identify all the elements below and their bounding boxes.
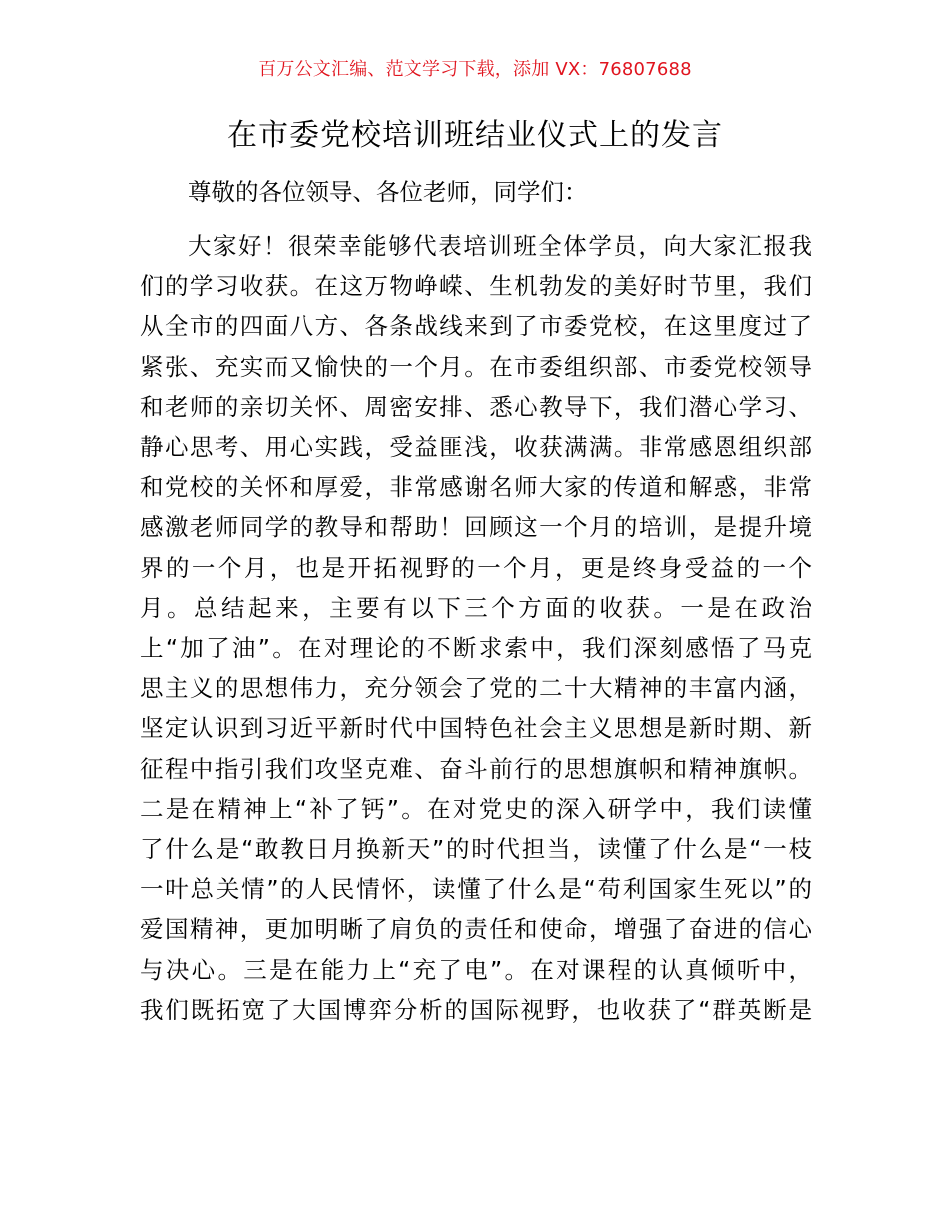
paragraph-line: 从全市的四面八方、各条战线来到了市委党校，在这里度过了: [140, 312, 812, 341]
paragraph-line: 一叶总关情”的人民情怀，读懂了什么是“苟利国家生死以”的: [140, 875, 812, 904]
paragraph-line: 我们既拓宽了大国博弈分析的国际视野，也收获了“群英断是: [140, 995, 812, 1024]
paragraph-line: 们的学习收获。在这万物峥嵘、生机勃发的美好时节里，我们: [140, 272, 812, 301]
paragraph-line: 了什么是“敢教日月换新天”的时代担当，读懂了什么是“一枝: [140, 835, 812, 864]
paragraph-line: 和党校的关怀和厚爱，非常感谢名师大家的传道和解惑，非常: [140, 473, 812, 502]
paragraph-line: 大家好！很荣幸能够代表培训班全体学员，向大家汇报我: [188, 232, 812, 260]
salutation: 尊敬的各位领导、各位老师，同学们：: [188, 178, 588, 206]
document-body: [140, 172, 812, 1030]
paragraph-line: 感激老师同学的教导和帮助！回顾这一个月的培训，是提升境: [140, 513, 812, 542]
paragraph-line: 上“加了油”。在对理论的不断求索中，我们深刻感悟了马克: [140, 634, 812, 663]
paragraph-line: 和老师的亲切关怀、周密安排、悉心教导下，我们潜心学习、: [140, 392, 812, 421]
paragraph-line: 征程中指引我们攻坚克难、奋斗前行的思想旗帜和精神旗帜。: [140, 754, 812, 783]
document-title: 在市委党校培训班结业仪式上的发言: [227, 118, 723, 153]
paragraph-line: 界的一个月，也是开拓视野的一个月，更是终身受益的一个: [140, 553, 812, 582]
paragraph-line: 与决心。三是在能力上“充了电”。在对课程的认真倾听中，: [140, 955, 812, 984]
body-paragraph: [140, 226, 812, 1030]
paragraph-line: 思主义的思想伟力，充分领会了党的二十大精神的丰富内涵，: [140, 674, 812, 703]
paragraph-line: 爱国精神，更加明晰了肩负的责任和使命，增强了奋进的信心: [140, 915, 812, 944]
paragraph-line: 静心思考、用心实践，受益匪浅，收获满满。非常感恩组织部: [140, 433, 812, 462]
paragraph-line: 坚定认识到习近平新时代中国特色社会主义思想是新时期、新: [140, 714, 812, 743]
paragraph-line: 月。总结起来，主要有以下三个方面的收获。一是在政治: [140, 593, 812, 622]
watermark-header: 百万公文汇编、范文学习下载，添加 VX：76807688: [258, 59, 692, 80]
paragraph-line: 二是在精神上“补了钙”。在对党史的深入研学中，我们读懂: [140, 794, 812, 823]
paragraph-line: 紧张、充实而又愉快的一个月。在市委组织部、市委党校领导: [140, 352, 812, 381]
